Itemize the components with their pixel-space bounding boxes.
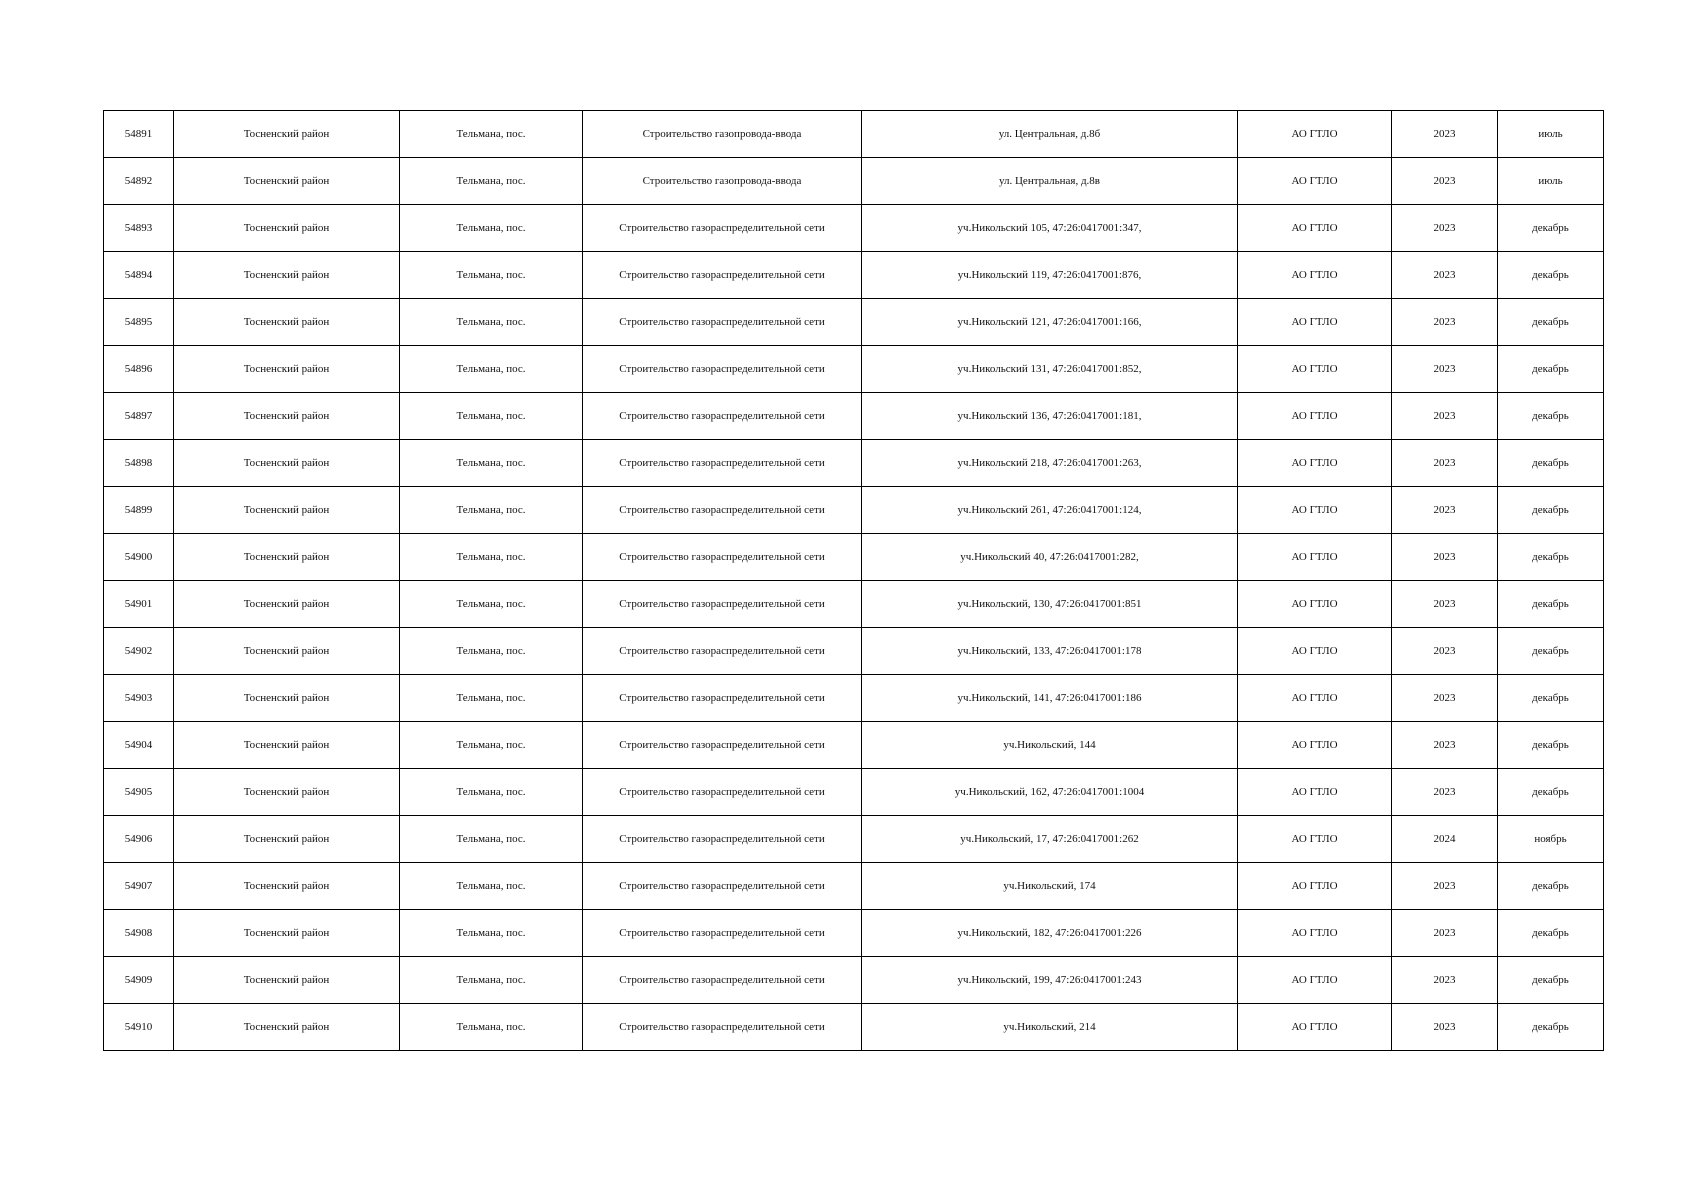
work-type-cell: Строительство газораспределительной сети — [583, 393, 862, 440]
registry-table — [103, 110, 1604, 1051]
work-type-cell: Строительство газораспределительной сети — [583, 346, 862, 393]
organization-cell: АО ГТЛО — [1238, 675, 1392, 722]
row-number-cell: 54904 — [104, 722, 174, 769]
year-cell: 2023 — [1392, 111, 1498, 158]
address-cell: ул. Центральная, д.8в — [862, 158, 1238, 205]
organization-cell: АО ГТЛО — [1238, 534, 1392, 581]
year-cell: 2023 — [1392, 252, 1498, 299]
month-cell: декабрь — [1498, 910, 1604, 957]
table-row — [104, 534, 1604, 581]
settlement-cell: Тельмана, пос. — [400, 440, 583, 487]
district-cell: Тосненский район — [174, 346, 400, 393]
settlement-cell: Тельмана, пос. — [400, 1004, 583, 1051]
work-type-cell: Строительство газораспределительной сети — [583, 957, 862, 1004]
work-type-cell: Строительство газораспределительной сети — [583, 722, 862, 769]
month-cell: декабрь — [1498, 957, 1604, 1004]
year-cell: 2023 — [1392, 863, 1498, 910]
district-cell: Тосненский район — [174, 722, 400, 769]
organization-cell: АО ГТЛО — [1238, 205, 1392, 252]
organization-cell: АО ГТЛО — [1238, 252, 1392, 299]
month-cell: декабрь — [1498, 675, 1604, 722]
district-cell: Тосненский район — [174, 816, 400, 863]
district-cell: Тосненский район — [174, 111, 400, 158]
year-cell: 2023 — [1392, 299, 1498, 346]
district-cell: Тосненский район — [174, 910, 400, 957]
year-cell: 2023 — [1392, 910, 1498, 957]
year-cell: 2023 — [1392, 628, 1498, 675]
address-cell: уч.Никольский 131, 47:26:0417001:852, — [862, 346, 1238, 393]
settlement-cell: Тельмана, пос. — [400, 769, 583, 816]
table-row — [104, 816, 1604, 863]
district-cell: Тосненский район — [174, 628, 400, 675]
row-number-cell: 54907 — [104, 863, 174, 910]
table-row — [104, 487, 1604, 534]
table-row — [104, 440, 1604, 487]
district-cell: Тосненский район — [174, 1004, 400, 1051]
table-row — [104, 910, 1604, 957]
organization-cell: АО ГТЛО — [1238, 346, 1392, 393]
address-cell: уч.Никольский, 182, 47:26:0417001:226 — [862, 910, 1238, 957]
row-number-cell: 54902 — [104, 628, 174, 675]
month-cell: декабрь — [1498, 722, 1604, 769]
year-cell: 2024 — [1392, 816, 1498, 863]
organization-cell: АО ГТЛО — [1238, 393, 1392, 440]
year-cell: 2023 — [1392, 158, 1498, 205]
year-cell: 2023 — [1392, 1004, 1498, 1051]
month-cell: декабрь — [1498, 346, 1604, 393]
work-type-cell: Строительство газораспределительной сети — [583, 487, 862, 534]
organization-cell: АО ГТЛО — [1238, 581, 1392, 628]
address-cell: уч.Никольский, 214 — [862, 1004, 1238, 1051]
settlement-cell: Тельмана, пос. — [400, 346, 583, 393]
work-type-cell: Строительство газораспределительной сети — [583, 252, 862, 299]
month-cell: декабрь — [1498, 581, 1604, 628]
address-cell: уч.Никольский, 141, 47:26:0417001:186 — [862, 675, 1238, 722]
month-cell: июль — [1498, 111, 1604, 158]
settlement-cell: Тельмана, пос. — [400, 393, 583, 440]
table-row — [104, 957, 1604, 1004]
year-cell: 2023 — [1392, 487, 1498, 534]
row-number-cell: 54895 — [104, 299, 174, 346]
address-cell: уч.Никольский 121, 47:26:0417001:166, — [862, 299, 1238, 346]
month-cell: декабрь — [1498, 769, 1604, 816]
table-row — [104, 722, 1604, 769]
work-type-cell: Строительство газораспределительной сети — [583, 581, 862, 628]
row-number-cell: 54906 — [104, 816, 174, 863]
organization-cell: АО ГТЛО — [1238, 440, 1392, 487]
row-number-cell: 54893 — [104, 205, 174, 252]
month-cell: декабрь — [1498, 205, 1604, 252]
row-number-cell: 54898 — [104, 440, 174, 487]
organization-cell: АО ГТЛО — [1238, 299, 1392, 346]
organization-cell: АО ГТЛО — [1238, 957, 1392, 1004]
table-row — [104, 581, 1604, 628]
district-cell: Тосненский район — [174, 158, 400, 205]
organization-cell: АО ГТЛО — [1238, 158, 1392, 205]
year-cell: 2023 — [1392, 722, 1498, 769]
address-cell: уч.Никольский, 17, 47:26:0417001:262 — [862, 816, 1238, 863]
settlement-cell: Тельмана, пос. — [400, 675, 583, 722]
settlement-cell: Тельмана, пос. — [400, 722, 583, 769]
address-cell: уч.Никольский 218, 47:26:0417001:263, — [862, 440, 1238, 487]
work-type-cell: Строительство газораспределительной сети — [583, 1004, 862, 1051]
district-cell: Тосненский район — [174, 863, 400, 910]
settlement-cell: Тельмана, пос. — [400, 534, 583, 581]
settlement-cell: Тельмана, пос. — [400, 863, 583, 910]
address-cell: уч.Никольский 105, 47:26:0417001:347, — [862, 205, 1238, 252]
organization-cell: АО ГТЛО — [1238, 816, 1392, 863]
work-type-cell: Строительство газораспределительной сети — [583, 863, 862, 910]
year-cell: 2023 — [1392, 205, 1498, 252]
row-number-cell: 54910 — [104, 1004, 174, 1051]
year-cell: 2023 — [1392, 534, 1498, 581]
year-cell: 2023 — [1392, 957, 1498, 1004]
work-type-cell: Строительство газораспределительной сети — [583, 769, 862, 816]
settlement-cell: Тельмана, пос. — [400, 205, 583, 252]
table-row — [104, 346, 1604, 393]
row-number-cell: 54903 — [104, 675, 174, 722]
year-cell: 2023 — [1392, 346, 1498, 393]
organization-cell: АО ГТЛО — [1238, 111, 1392, 158]
settlement-cell: Тельмана, пос. — [400, 816, 583, 863]
district-cell: Тосненский район — [174, 440, 400, 487]
district-cell: Тосненский район — [174, 252, 400, 299]
organization-cell: АО ГТЛО — [1238, 769, 1392, 816]
month-cell: декабрь — [1498, 252, 1604, 299]
address-cell: уч.Никольский, 130, 47:26:0417001:851 — [862, 581, 1238, 628]
table-row — [104, 393, 1604, 440]
district-cell: Тосненский район — [174, 487, 400, 534]
work-type-cell: Строительство газораспределительной сети — [583, 299, 862, 346]
settlement-cell: Тельмана, пос. — [400, 910, 583, 957]
row-number-cell: 54908 — [104, 910, 174, 957]
work-type-cell: Строительство газораспределительной сети — [583, 816, 862, 863]
table-row — [104, 252, 1604, 299]
address-cell: уч.Никольский 261, 47:26:0417001:124, — [862, 487, 1238, 534]
month-cell: декабрь — [1498, 863, 1604, 910]
row-number-cell: 54901 — [104, 581, 174, 628]
organization-cell: АО ГТЛО — [1238, 487, 1392, 534]
year-cell: 2023 — [1392, 440, 1498, 487]
address-cell: уч.Никольский, 162, 47:26:0417001:1004 — [862, 769, 1238, 816]
district-cell: Тосненский район — [174, 675, 400, 722]
row-number-cell: 54896 — [104, 346, 174, 393]
settlement-cell: Тельмана, пос. — [400, 252, 583, 299]
month-cell: декабрь — [1498, 628, 1604, 675]
address-cell: уч.Никольский, 144 — [862, 722, 1238, 769]
month-cell: декабрь — [1498, 299, 1604, 346]
district-cell: Тосненский район — [174, 534, 400, 581]
work-type-cell: Строительство газораспределительной сети — [583, 675, 862, 722]
address-cell: уч.Никольский, 199, 47:26:0417001:243 — [862, 957, 1238, 1004]
address-cell: уч.Никольский 40, 47:26:0417001:282, — [862, 534, 1238, 581]
district-cell: Тосненский район — [174, 769, 400, 816]
settlement-cell: Тельмана, пос. — [400, 957, 583, 1004]
settlement-cell: Тельмана, пос. — [400, 628, 583, 675]
district-cell: Тосненский район — [174, 581, 400, 628]
year-cell: 2023 — [1392, 393, 1498, 440]
row-number-cell: 54909 — [104, 957, 174, 1004]
work-type-cell: Строительство газораспределительной сети — [583, 628, 862, 675]
month-cell: июль — [1498, 158, 1604, 205]
address-cell: уч.Никольский, 174 — [862, 863, 1238, 910]
row-number-cell: 54905 — [104, 769, 174, 816]
district-cell: Тосненский район — [174, 205, 400, 252]
address-cell: уч.Никольский 136, 47:26:0417001:181, — [862, 393, 1238, 440]
work-type-cell: Строительство газораспределительной сети — [583, 910, 862, 957]
table-row — [104, 205, 1604, 252]
month-cell: декабрь — [1498, 393, 1604, 440]
district-cell: Тосненский район — [174, 393, 400, 440]
row-number-cell: 54899 — [104, 487, 174, 534]
row-number-cell: 54894 — [104, 252, 174, 299]
work-type-cell: Строительство газораспределительной сети — [583, 534, 862, 581]
district-cell: Тосненский район — [174, 957, 400, 1004]
month-cell: декабрь — [1498, 534, 1604, 581]
month-cell: декабрь — [1498, 487, 1604, 534]
table-row — [104, 111, 1604, 158]
table-row — [104, 1004, 1604, 1051]
district-cell: Тосненский район — [174, 299, 400, 346]
month-cell: ноябрь — [1498, 816, 1604, 863]
work-type-cell: Строительство газораспределительной сети — [583, 440, 862, 487]
settlement-cell: Тельмана, пос. — [400, 111, 583, 158]
year-cell: 2023 — [1392, 769, 1498, 816]
work-type-cell: Строительство газопровода-ввода — [583, 158, 862, 205]
table-row — [104, 158, 1604, 205]
settlement-cell: Тельмана, пос. — [400, 581, 583, 628]
settlement-cell: Тельмана, пос. — [400, 158, 583, 205]
registry-table-body — [104, 111, 1604, 1051]
row-number-cell: 54900 — [104, 534, 174, 581]
work-type-cell: Строительство газораспределительной сети — [583, 205, 862, 252]
address-cell: ул. Центральная, д.8б — [862, 111, 1238, 158]
address-cell: уч.Никольский 119, 47:26:0417001:876, — [862, 252, 1238, 299]
table-row — [104, 628, 1604, 675]
month-cell: декабрь — [1498, 1004, 1604, 1051]
table-row — [104, 769, 1604, 816]
row-number-cell: 54892 — [104, 158, 174, 205]
year-cell: 2023 — [1392, 581, 1498, 628]
settlement-cell: Тельмана, пос. — [400, 299, 583, 346]
month-cell: декабрь — [1498, 440, 1604, 487]
organization-cell: АО ГТЛО — [1238, 910, 1392, 957]
year-cell: 2023 — [1392, 675, 1498, 722]
row-number-cell: 54897 — [104, 393, 174, 440]
organization-cell: АО ГТЛО — [1238, 722, 1392, 769]
organization-cell: АО ГТЛО — [1238, 1004, 1392, 1051]
organization-cell: АО ГТЛО — [1238, 628, 1392, 675]
table-row — [104, 863, 1604, 910]
table-row — [104, 675, 1604, 722]
table-row — [104, 299, 1604, 346]
row-number-cell: 54891 — [104, 111, 174, 158]
work-type-cell: Строительство газопровода-ввода — [583, 111, 862, 158]
settlement-cell: Тельмана, пос. — [400, 487, 583, 534]
organization-cell: АО ГТЛО — [1238, 863, 1392, 910]
address-cell: уч.Никольский, 133, 47:26:0417001:178 — [862, 628, 1238, 675]
